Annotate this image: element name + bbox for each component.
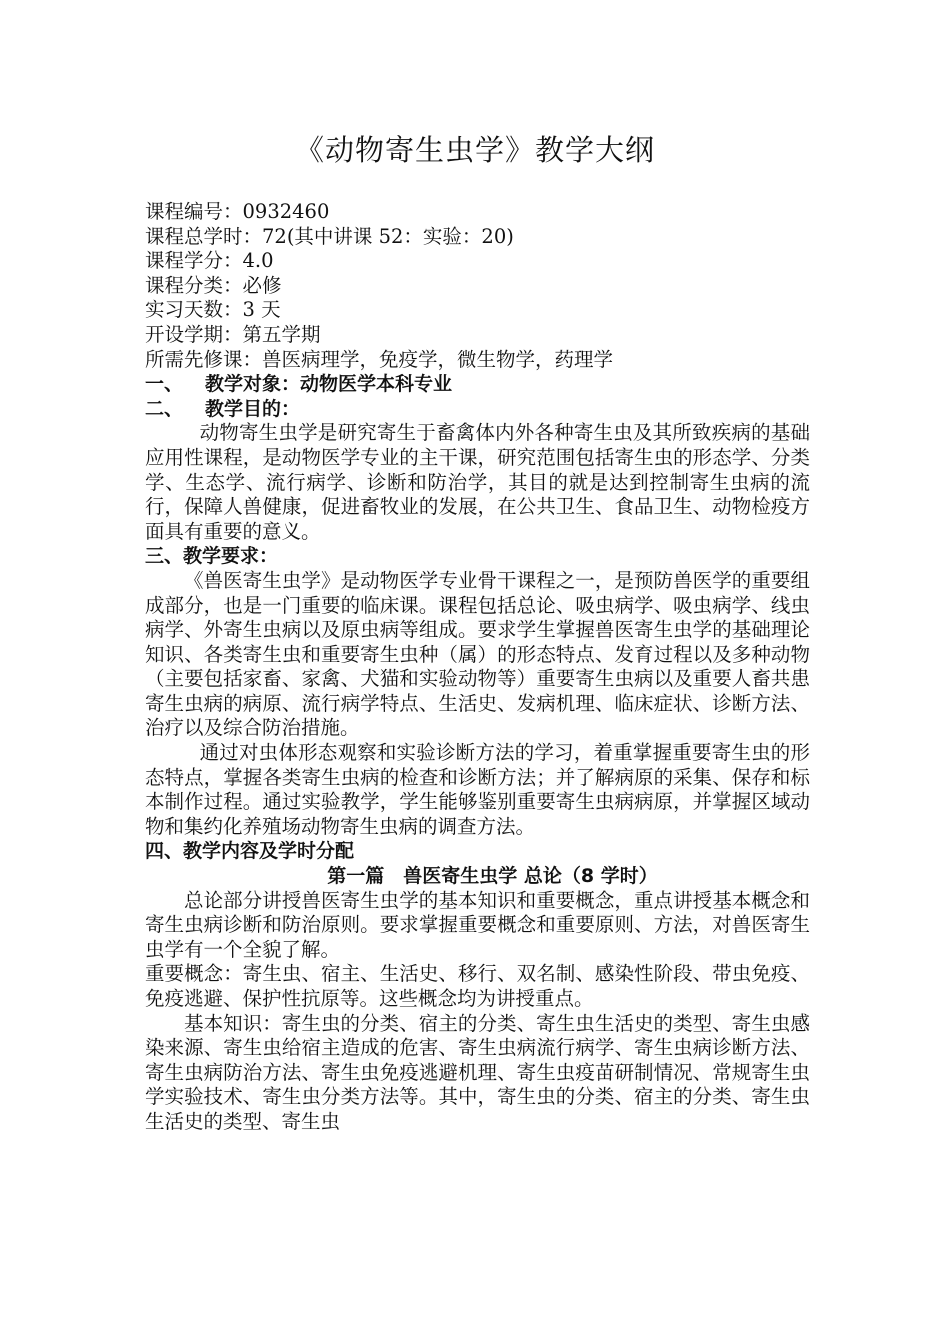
section-number-2: 二、	[145, 397, 184, 420]
teaching-requirements-paragraph-1: 《兽医寄生虫学》是动物医学专业骨干课程之一，是预防兽医学的重要组成部分，也是一门重要的临床课。课程包括总论、吸虫病学、吸虫病学、线虫病学、外寄生虫病以及原虫病等组成。要求学生掌握兽医寄生虫学的基础理论知识、各类寄生虫和重要寄生虫种（属）的形态特点、发育过程以及多种动物（主要包括家畜、家禽、犬猫和实验动物等）重要寄生虫病以及重要人畜共患寄生虫病的病原、流行病学特点、生活史、发病机理、临床症状、诊断方法、治疗以及综合防治措施。	[145, 568, 810, 740]
section-heading-2	[145, 397, 810, 422]
section-number-1: 一、	[145, 373, 184, 396]
prerequisites: 所需先修课：兽医病理学，免疫学，微生物学，药理学	[145, 347, 614, 371]
teaching-requirements-paragraph-2: 通过对虫体形态观察和实验诊断方法的学习，着重掌握重要寄生虫的形态特点，掌握各类寄生虫病的检查和诊断方法；并了解病原的采集、保存和标本制作过程。通过实验教学，学生能够鉴别重要寄生虫病病原，并掌握区域动物和集约化养殖场动物寄生虫病的调查方法。	[145, 741, 810, 838]
chapter1-paragraph-1: 总论部分讲授兽医寄生虫学的基本知识和重要概念，重点讲授基本概念和寄生虫病诊断和防治原则。要求掌握重要概念和重要原则、方法，对兽医寄生虫学有一个全貌了解。	[145, 888, 810, 961]
section-text-1: 教学对象：动物医学本科专业	[205, 373, 453, 396]
internship-days: 实习天数：3 天	[145, 298, 281, 322]
chapter1-paragraph-2: 重要概念：寄生虫、宿主、生活史、移行、双名制、感染性阶段、带虫免疫、免疫逃避、保护性抗原等。这些概念均为讲授重点。	[145, 962, 810, 1010]
document-body	[145, 200, 810, 1135]
course-credits: 课程学分：4.0	[145, 249, 274, 273]
section-heading-1	[145, 372, 810, 397]
section-heading-3: 三、教学要求：	[145, 545, 279, 568]
chapter1-paragraph-3: 基本知识：寄生虫的分类、宿主的分类、寄生虫生活史的类型、寄生虫感染来源、寄生虫给宿主造成的危害、寄生虫病流行病学、寄生虫病诊断方法、寄生虫病防治方法、寄生虫免疫逃避机理、寄生虫疫苗研制情况、常规寄生虫学实验技术、寄生虫分类方法等。其中，寄生虫的分类、宿主的分类、寄生虫生活史的类型、寄生虫	[145, 1011, 810, 1133]
chapter-heading-1: 第一篇 兽医寄生虫学 总论（8 学时）	[327, 865, 658, 888]
teaching-purpose-paragraph: 动物寄生虫学是研究寄生于畜禽体内外各种寄生虫及其所致疾病的基础应用性课程，是动物医学专业的主干课，研究范围包括寄生虫的形态学、分类学、生态学、流行病学、诊断和防治学，其目的就是达到控制寄生虫病的流行，保障人兽健康，促进畜牧业的发展，在公共卫生、食品卫生、动物检疫方面具有重要的意义。	[145, 421, 810, 543]
section-text-2: 教学目的：	[205, 397, 301, 420]
course-hours: 课程总学时：72(其中讲课 52：实验：20)	[145, 224, 514, 248]
course-category: 课程分类：必修	[145, 273, 282, 297]
document-title: 《动物寄生虫学》教学大纲	[294, 133, 655, 167]
course-code: 课程编号：0932460	[145, 200, 330, 223]
section-heading-4: 四、教学内容及学时分配	[145, 840, 355, 863]
semester: 开设学期：第五学期	[145, 322, 321, 346]
